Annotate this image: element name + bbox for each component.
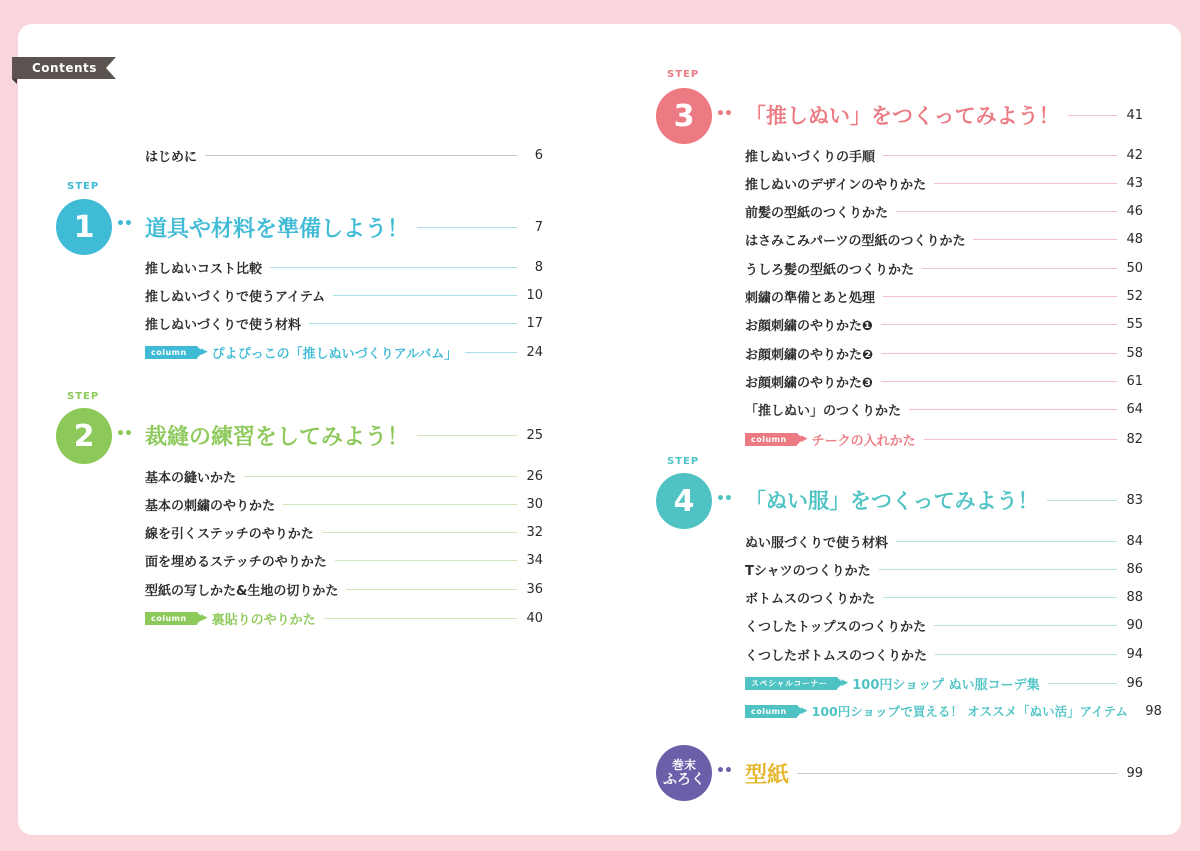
leader-line	[797, 773, 1117, 774]
toc-label: お顔刺繍のやりかた❶	[745, 319, 874, 335]
toc-page: 26	[526, 468, 543, 484]
toc-page: 48	[1126, 232, 1143, 248]
leader-line	[883, 296, 1117, 297]
toc-label: はじめに	[145, 149, 198, 165]
step3-column[interactable]	[745, 429, 1143, 449]
step-label: STEP	[67, 391, 100, 402]
leader-line	[935, 654, 1117, 655]
step2-title: 裁縫の練習をしてみよう！	[145, 424, 410, 450]
toc-item[interactable]	[145, 466, 543, 486]
toc-page: 94	[1126, 646, 1143, 662]
toc-label: 「推しぬい」のつくりかた	[745, 404, 902, 420]
toc-item[interactable]	[745, 588, 1143, 608]
special-tag: スペシャルコーナー	[745, 677, 837, 690]
leader-line	[309, 323, 517, 324]
contents-label: Contents	[32, 61, 97, 75]
toc-item[interactable]	[145, 551, 543, 571]
appendix-badge	[656, 745, 712, 801]
dots-icon: ••	[716, 763, 732, 779]
leader-line	[881, 353, 1117, 354]
toc-item[interactable]	[745, 343, 1143, 363]
toc-page: 52	[1126, 289, 1143, 304]
leader-line	[883, 597, 1117, 598]
toc-page: 96	[1126, 675, 1143, 691]
toc-page: 43	[1126, 175, 1143, 191]
toc-page: 64	[1126, 402, 1143, 418]
leader-line	[881, 381, 1117, 382]
toc-label: お顔刺繍のやりかた❷	[745, 347, 874, 363]
appendix-heading[interactable]	[745, 759, 1143, 787]
toc-page: 55	[1126, 317, 1143, 333]
toc-page: 83	[1126, 492, 1143, 508]
toc-label: 線を引くステッチのやりかた	[145, 527, 314, 543]
toc-item[interactable]	[745, 531, 1143, 551]
leader-line	[270, 267, 517, 268]
column-tag: column	[745, 433, 797, 446]
toc-page: 32	[526, 525, 543, 541]
leader-line	[417, 227, 517, 228]
leader-line	[333, 295, 517, 296]
toc-page: 90	[1126, 618, 1143, 634]
toc-item[interactable]	[145, 494, 543, 514]
step4-special[interactable]	[745, 673, 1143, 693]
toc-label: 推しぬいコスト比較	[145, 261, 263, 277]
toc-page: 30	[526, 496, 543, 512]
step4-title: 「ぬい服」をつくってみよう！	[745, 489, 1039, 513]
toc-page: 41	[1126, 107, 1143, 123]
toc-page: 6	[534, 147, 543, 163]
step3-heading[interactable]	[745, 101, 1143, 129]
toc-label: 基本の刺繍のやりかた	[145, 498, 276, 514]
toc-page: 8	[534, 259, 543, 275]
toc-item[interactable]	[745, 173, 1143, 193]
leader-line	[324, 618, 517, 619]
step3-badge	[656, 88, 712, 144]
toc-item[interactable]	[745, 287, 1143, 307]
column-label: 100円ショップで買える！ オススメ「ぬい活」アイテム	[811, 704, 1128, 719]
leader-line	[881, 324, 1117, 325]
toc-page: 10	[526, 287, 543, 303]
toc-item[interactable]	[145, 285, 543, 305]
toc-page: 50	[1126, 260, 1143, 276]
toc-page: 98	[1145, 703, 1162, 719]
toc-item[interactable]	[745, 145, 1143, 165]
toc-page: 42	[1126, 147, 1143, 163]
leader-line	[283, 504, 517, 505]
leader-line	[973, 239, 1117, 240]
toc-item[interactable]	[745, 315, 1143, 335]
toc-item[interactable]	[745, 616, 1143, 636]
toc-page: 17	[526, 316, 543, 332]
toc-page: 7	[534, 219, 543, 235]
step1-column[interactable]	[145, 342, 543, 362]
toc-label: 推しぬいづくりで使う材料	[145, 318, 302, 334]
toc-item[interactable]	[745, 644, 1143, 664]
toc-label: 推しぬいのデザインのやりかた	[745, 177, 927, 193]
dots-icon: ••	[716, 106, 732, 122]
leader-line	[465, 352, 517, 353]
leader-line	[934, 625, 1117, 626]
toc-item[interactable]	[145, 314, 543, 334]
step2-badge	[56, 408, 112, 464]
toc-label: 面を埋めるステッチのやりかた	[145, 555, 327, 571]
toc-label: 前髪の型紙のつくりかた	[745, 206, 889, 222]
toc-page: 25	[526, 427, 543, 443]
toc-page: 61	[1126, 373, 1143, 389]
toc-label: お顔刺繍のやりかた❸	[745, 375, 874, 391]
toc-label: ボトムスのつくりかた	[745, 592, 876, 608]
toc-page: 34	[526, 553, 543, 569]
step1-title: 道具や材料を準備しよう！	[145, 216, 410, 242]
leader-line	[924, 439, 1117, 440]
step-label: STEP	[67, 181, 100, 192]
toc-page: 84	[1126, 533, 1143, 549]
leader-line	[417, 435, 517, 436]
leader-line	[1048, 683, 1117, 684]
step4-column[interactable]	[745, 701, 1162, 721]
step3-number: 3	[673, 98, 695, 134]
step-label: STEP	[667, 456, 700, 467]
toc-item[interactable]	[745, 371, 1143, 391]
toc-page: 99	[1126, 765, 1143, 781]
step4-number: 4	[673, 483, 695, 519]
step2-number: 2	[73, 418, 95, 454]
toc-page: 58	[1126, 345, 1143, 361]
leader-line	[244, 476, 517, 477]
arrow-icon: ▶	[800, 706, 808, 716]
toc-page: 88	[1126, 590, 1143, 606]
toc-label: はさみこみパーツの型紙のつくりかた	[745, 234, 966, 250]
toc-page: 82	[1126, 431, 1143, 447]
toc-label: ぬい服づくりで使う材料	[745, 535, 889, 551]
toc-label: うしろ髪の型紙のつくりかた	[745, 262, 915, 278]
leader-line	[883, 155, 1117, 156]
leader-line	[335, 560, 517, 561]
toc-item[interactable]	[145, 257, 543, 277]
leader-line	[934, 183, 1117, 184]
special-label: 100円ショップ ぬい服コーデ集	[852, 677, 1040, 693]
toc-label: 基本の縫いかた	[145, 470, 237, 486]
dots-icon: ••	[716, 491, 732, 507]
toc-item[interactable]	[145, 523, 543, 543]
step3-title: 「推しぬい」をつくってみよう！	[745, 104, 1060, 128]
toc-item[interactable]	[745, 258, 1143, 278]
leader-line	[346, 589, 517, 590]
toc-item[interactable]	[745, 202, 1143, 222]
toc-item[interactable]	[745, 400, 1143, 420]
leader-line	[896, 541, 1117, 542]
dots-icon: ••	[116, 216, 132, 232]
appendix-badge-top: 巻末	[671, 758, 696, 772]
column-label: ぴよぴっこの「推しぬいづくりアルバム」	[211, 346, 458, 362]
column-tag: column	[145, 612, 197, 625]
toc-page: 24	[526, 344, 543, 360]
column-label: チークの入れかた	[811, 433, 916, 449]
toc-label: くつしたトップスのつくりかた	[745, 620, 927, 636]
leader-line	[896, 211, 1117, 212]
step-label: STEP	[667, 69, 700, 80]
leader-line	[909, 409, 1117, 410]
column-tag: column	[145, 346, 197, 359]
toc-page: 40	[526, 610, 543, 626]
toc-item[interactable]	[745, 559, 1143, 579]
step4-heading[interactable]	[745, 486, 1143, 514]
toc-item[interactable]	[145, 579, 543, 599]
step1-heading[interactable]	[145, 213, 543, 241]
leader-line	[879, 569, 1117, 570]
toc-intro[interactable]	[145, 145, 543, 165]
leader-line	[922, 268, 1117, 269]
leader-line	[1068, 115, 1117, 116]
toc-label: 推しぬいづくりで使うアイテム	[145, 289, 326, 305]
step2-column[interactable]	[145, 608, 543, 628]
toc-page: 36	[526, 581, 543, 597]
arrow-icon: ▶	[200, 347, 208, 357]
toc-page: 86	[1126, 561, 1143, 577]
toc-label: 刺繍の準備とあと処理	[745, 291, 876, 306]
toc-label: Tシャツのつくりかた	[745, 563, 871, 579]
arrow-icon: ▶	[841, 678, 849, 688]
toc-item[interactable]	[745, 230, 1143, 250]
toc-label: 推しぬいづくりの手順	[745, 149, 876, 165]
appendix-title: 型紙	[745, 762, 790, 788]
dots-icon: ••	[116, 426, 132, 442]
column-tag: column	[745, 705, 797, 718]
leader-line	[1047, 500, 1117, 501]
arrow-icon: ▶	[200, 613, 208, 623]
step4-badge	[656, 473, 712, 529]
step2-heading[interactable]	[145, 421, 543, 449]
toc-page: 46	[1126, 204, 1143, 220]
toc-label: くつしたボトムスのつくりかた	[745, 648, 928, 664]
toc-label: 型紙の写しかた&生地の切りかた	[145, 583, 339, 599]
column-label: 裏貼りのやりかた	[211, 612, 316, 628]
step1-badge	[56, 199, 112, 255]
appendix-badge-bottom: ふろく	[663, 772, 705, 788]
contents-ribbon	[12, 57, 106, 79]
leader-line	[322, 532, 517, 533]
arrow-icon: ▶	[800, 434, 808, 444]
step1-number: 1	[73, 209, 95, 245]
leader-line	[205, 155, 517, 156]
